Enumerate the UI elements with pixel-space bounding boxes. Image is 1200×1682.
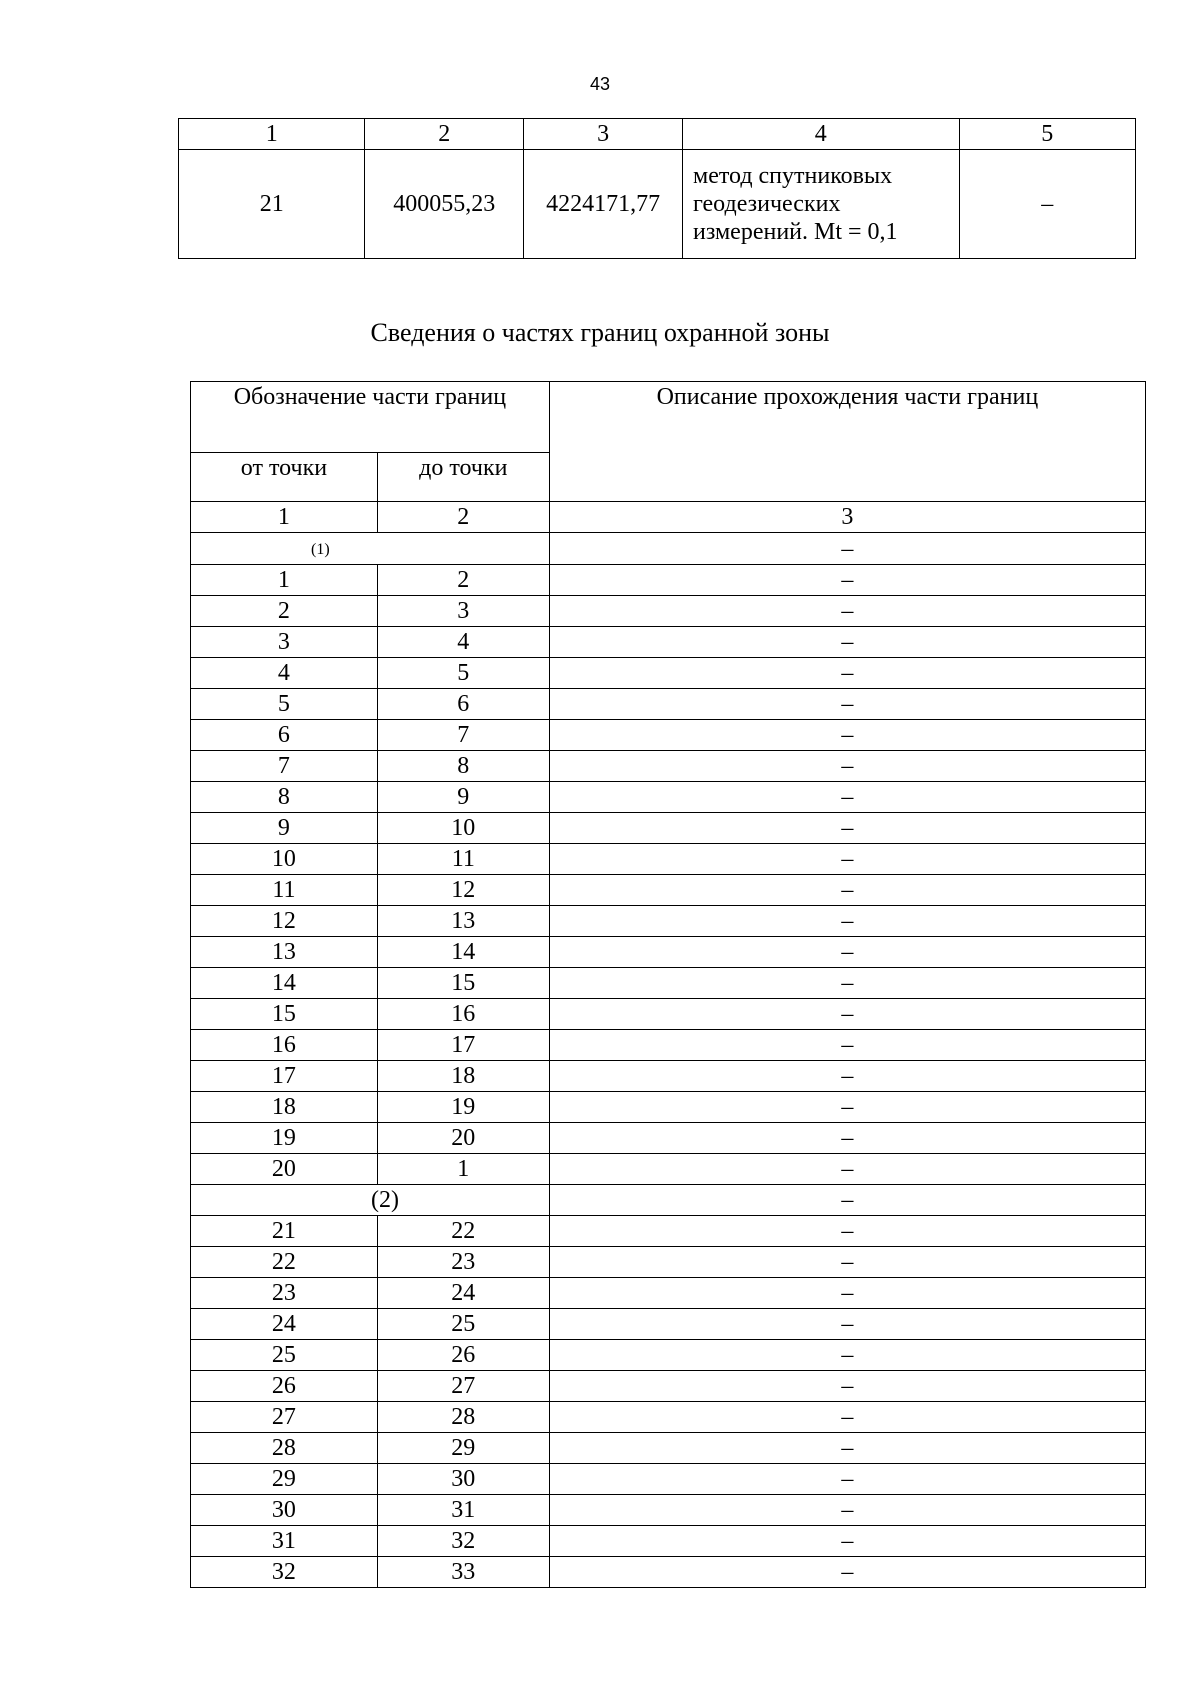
to-point-cell: 18 bbox=[377, 1061, 549, 1092]
from-point-cell: 12 bbox=[191, 906, 378, 937]
header-row bbox=[191, 382, 1146, 453]
to-point-cell: 7 bbox=[377, 720, 549, 751]
column-number-cell: 4 bbox=[683, 119, 960, 150]
table-row bbox=[191, 565, 1146, 596]
column-number-cell: 3 bbox=[524, 119, 683, 150]
to-point-cell: 13 bbox=[377, 906, 549, 937]
from-point-cell: 17 bbox=[191, 1061, 378, 1092]
description-cell: – bbox=[549, 1123, 1145, 1154]
column-number-cell: 5 bbox=[959, 119, 1135, 150]
from-point-cell: 18 bbox=[191, 1092, 378, 1123]
from-point-cell: 32 bbox=[191, 1557, 378, 1588]
table-row bbox=[191, 875, 1146, 906]
table-row bbox=[191, 1030, 1146, 1061]
column-number-cell: 2 bbox=[377, 502, 549, 533]
column-number-cell: 1 bbox=[191, 502, 378, 533]
column-numbers-row bbox=[191, 502, 1146, 533]
description-cell: – bbox=[549, 937, 1145, 968]
description-cell: – bbox=[549, 813, 1145, 844]
from-point-cell: 15 bbox=[191, 999, 378, 1030]
from-point-cell: 10 bbox=[191, 844, 378, 875]
table-row bbox=[191, 1402, 1146, 1433]
table-row bbox=[191, 627, 1146, 658]
from-point-cell: 7 bbox=[191, 751, 378, 782]
to-point-cell: 33 bbox=[377, 1557, 549, 1588]
table-row bbox=[191, 782, 1146, 813]
description-cell: – bbox=[549, 1557, 1145, 1588]
description-cell: – bbox=[549, 1154, 1145, 1185]
to-point-cell: 19 bbox=[377, 1092, 549, 1123]
to-point-cell: 17 bbox=[377, 1030, 549, 1061]
table-row bbox=[191, 1464, 1146, 1495]
description-cell: – bbox=[549, 1309, 1145, 1340]
to-point-cell: 25 bbox=[377, 1309, 549, 1340]
table-row bbox=[191, 1526, 1146, 1557]
from-point-cell: 13 bbox=[191, 937, 378, 968]
method-line: измерений. Mt = 0,1 bbox=[693, 219, 898, 245]
to-point-cell: 29 bbox=[377, 1433, 549, 1464]
description-header: Описание прохождения части границ bbox=[549, 382, 1145, 502]
table-row bbox=[191, 1433, 1146, 1464]
description-cell: – bbox=[549, 1371, 1145, 1402]
to-point-cell: 12 bbox=[377, 875, 549, 906]
table-row bbox=[191, 596, 1146, 627]
table-row bbox=[191, 844, 1146, 875]
coordinates-table bbox=[178, 118, 1136, 259]
from-point-cell: 22 bbox=[191, 1247, 378, 1278]
description-cell: – bbox=[549, 751, 1145, 782]
group1-rows bbox=[191, 565, 1146, 1185]
table-row bbox=[191, 1061, 1146, 1092]
to-point-cell: 15 bbox=[377, 968, 549, 999]
table-row bbox=[191, 1309, 1146, 1340]
to-point-cell: 31 bbox=[377, 1495, 549, 1526]
description-cell: – bbox=[549, 533, 1145, 565]
description-cell: – bbox=[549, 1495, 1145, 1526]
to-point-cell: 1 bbox=[377, 1154, 549, 1185]
to-point-cell: 20 bbox=[377, 1123, 549, 1154]
table-row bbox=[191, 689, 1146, 720]
from-point-cell: 23 bbox=[191, 1278, 378, 1309]
group-label: (2) bbox=[371, 1187, 399, 1213]
from-point-cell: 14 bbox=[191, 968, 378, 999]
group2-rows bbox=[191, 1216, 1146, 1588]
to-point-cell: 23 bbox=[377, 1247, 549, 1278]
to-point-cell: 22 bbox=[377, 1216, 549, 1247]
from-point-cell: 28 bbox=[191, 1433, 378, 1464]
description-cell: – bbox=[549, 782, 1145, 813]
description-cell: – bbox=[549, 1030, 1145, 1061]
to-point-cell: 16 bbox=[377, 999, 549, 1030]
from-point-cell: 11 bbox=[191, 875, 378, 906]
description-cell: – bbox=[549, 627, 1145, 658]
to-point-cell: 10 bbox=[377, 813, 549, 844]
group-row bbox=[191, 1185, 1146, 1216]
method-cell bbox=[683, 150, 960, 259]
table-row bbox=[191, 937, 1146, 968]
column-number-cell: 3 bbox=[549, 502, 1145, 533]
from-point-cell: 2 bbox=[191, 596, 378, 627]
from-point-cell: 27 bbox=[191, 1402, 378, 1433]
group-row bbox=[191, 533, 1146, 565]
table-row bbox=[191, 751, 1146, 782]
table-row bbox=[191, 1278, 1146, 1309]
from-point-cell: 8 bbox=[191, 782, 378, 813]
description-cell: – bbox=[549, 658, 1145, 689]
from-point-cell: 25 bbox=[191, 1340, 378, 1371]
from-point-cell: 4 bbox=[191, 658, 378, 689]
description-cell: – bbox=[549, 999, 1145, 1030]
from-point-cell: 30 bbox=[191, 1495, 378, 1526]
description-cell: – bbox=[549, 1464, 1145, 1495]
to-point-cell: 8 bbox=[377, 751, 549, 782]
to-point-cell: 24 bbox=[377, 1278, 549, 1309]
description-cell: – bbox=[549, 1433, 1145, 1464]
note-cell: – bbox=[959, 150, 1135, 259]
column-number-cell: 2 bbox=[365, 119, 524, 150]
table-row bbox=[191, 1092, 1146, 1123]
table-row bbox=[191, 1557, 1146, 1588]
description-cell: – bbox=[549, 906, 1145, 937]
from-point-cell: 20 bbox=[191, 1154, 378, 1185]
table-row bbox=[191, 1216, 1146, 1247]
from-point-header: от точки bbox=[191, 453, 378, 502]
boundary-parts-table bbox=[190, 381, 1146, 1588]
from-point-cell: 5 bbox=[191, 689, 378, 720]
description-cell: – bbox=[549, 1526, 1145, 1557]
description-cell: – bbox=[549, 844, 1145, 875]
table-row bbox=[191, 968, 1146, 999]
table-row bbox=[191, 1340, 1146, 1371]
point-number-cell: 21 bbox=[179, 150, 365, 259]
from-point-cell: 16 bbox=[191, 1030, 378, 1061]
from-point-cell: 29 bbox=[191, 1464, 378, 1495]
from-point-cell: 31 bbox=[191, 1526, 378, 1557]
table-row bbox=[191, 720, 1146, 751]
table-row bbox=[191, 1154, 1146, 1185]
to-point-cell: 4 bbox=[377, 627, 549, 658]
to-point-cell: 5 bbox=[377, 658, 549, 689]
coordinates-header-row bbox=[179, 119, 1136, 150]
to-point-cell: 32 bbox=[377, 1526, 549, 1557]
method-line: геодезических bbox=[693, 191, 841, 217]
to-point-cell: 6 bbox=[377, 689, 549, 720]
to-point-cell: 14 bbox=[377, 937, 549, 968]
description-cell: – bbox=[549, 968, 1145, 999]
from-point-cell: 1 bbox=[191, 565, 378, 596]
to-point-header: до точки bbox=[377, 453, 549, 502]
y-coordinate-cell: 4224171,77 bbox=[524, 150, 683, 259]
description-cell: – bbox=[549, 1092, 1145, 1123]
description-cell: – bbox=[549, 1340, 1145, 1371]
group-label-cell bbox=[191, 533, 550, 565]
description-cell: – bbox=[549, 565, 1145, 596]
to-point-cell: 3 bbox=[377, 596, 549, 627]
page-number: 43 bbox=[589, 74, 611, 94]
table-row bbox=[191, 1247, 1146, 1278]
column-number-cell: 1 bbox=[179, 119, 365, 150]
coordinates-row bbox=[179, 150, 1136, 259]
to-point-cell: 9 bbox=[377, 782, 549, 813]
description-cell: – bbox=[549, 1247, 1145, 1278]
description-cell: – bbox=[549, 1061, 1145, 1092]
from-point-cell: 24 bbox=[191, 1309, 378, 1340]
table-row bbox=[191, 658, 1146, 689]
to-point-cell: 28 bbox=[377, 1402, 549, 1433]
x-coordinate-cell: 400055,23 bbox=[365, 150, 524, 259]
from-point-cell: 9 bbox=[191, 813, 378, 844]
table-row bbox=[191, 1123, 1146, 1154]
table-row bbox=[191, 1371, 1146, 1402]
table-row bbox=[191, 999, 1146, 1030]
to-point-cell: 2 bbox=[377, 565, 549, 596]
table-row bbox=[191, 1495, 1146, 1526]
to-point-cell: 26 bbox=[377, 1340, 549, 1371]
group-label: (1) bbox=[311, 541, 330, 558]
description-cell: – bbox=[549, 1278, 1145, 1309]
from-point-cell: 26 bbox=[191, 1371, 378, 1402]
section-title: Сведения о частях границ охранной зоны bbox=[370, 318, 830, 347]
description-cell: – bbox=[549, 1185, 1145, 1216]
description-cell: – bbox=[549, 689, 1145, 720]
from-point-cell: 21 bbox=[191, 1216, 378, 1247]
from-point-cell: 3 bbox=[191, 627, 378, 658]
table-row bbox=[191, 813, 1146, 844]
to-point-cell: 11 bbox=[377, 844, 549, 875]
designation-header: Обозначение части границ bbox=[191, 382, 550, 453]
description-cell: – bbox=[549, 875, 1145, 906]
method-line: метод спутниковых bbox=[693, 163, 893, 189]
group-label-cell bbox=[191, 1185, 550, 1216]
from-point-cell: 6 bbox=[191, 720, 378, 751]
from-point-cell: 19 bbox=[191, 1123, 378, 1154]
description-cell: – bbox=[549, 1402, 1145, 1433]
table-row bbox=[191, 906, 1146, 937]
to-point-cell: 30 bbox=[377, 1464, 549, 1495]
to-point-cell: 27 bbox=[377, 1371, 549, 1402]
description-cell: – bbox=[549, 1216, 1145, 1247]
description-cell: – bbox=[549, 596, 1145, 627]
description-cell: – bbox=[549, 720, 1145, 751]
